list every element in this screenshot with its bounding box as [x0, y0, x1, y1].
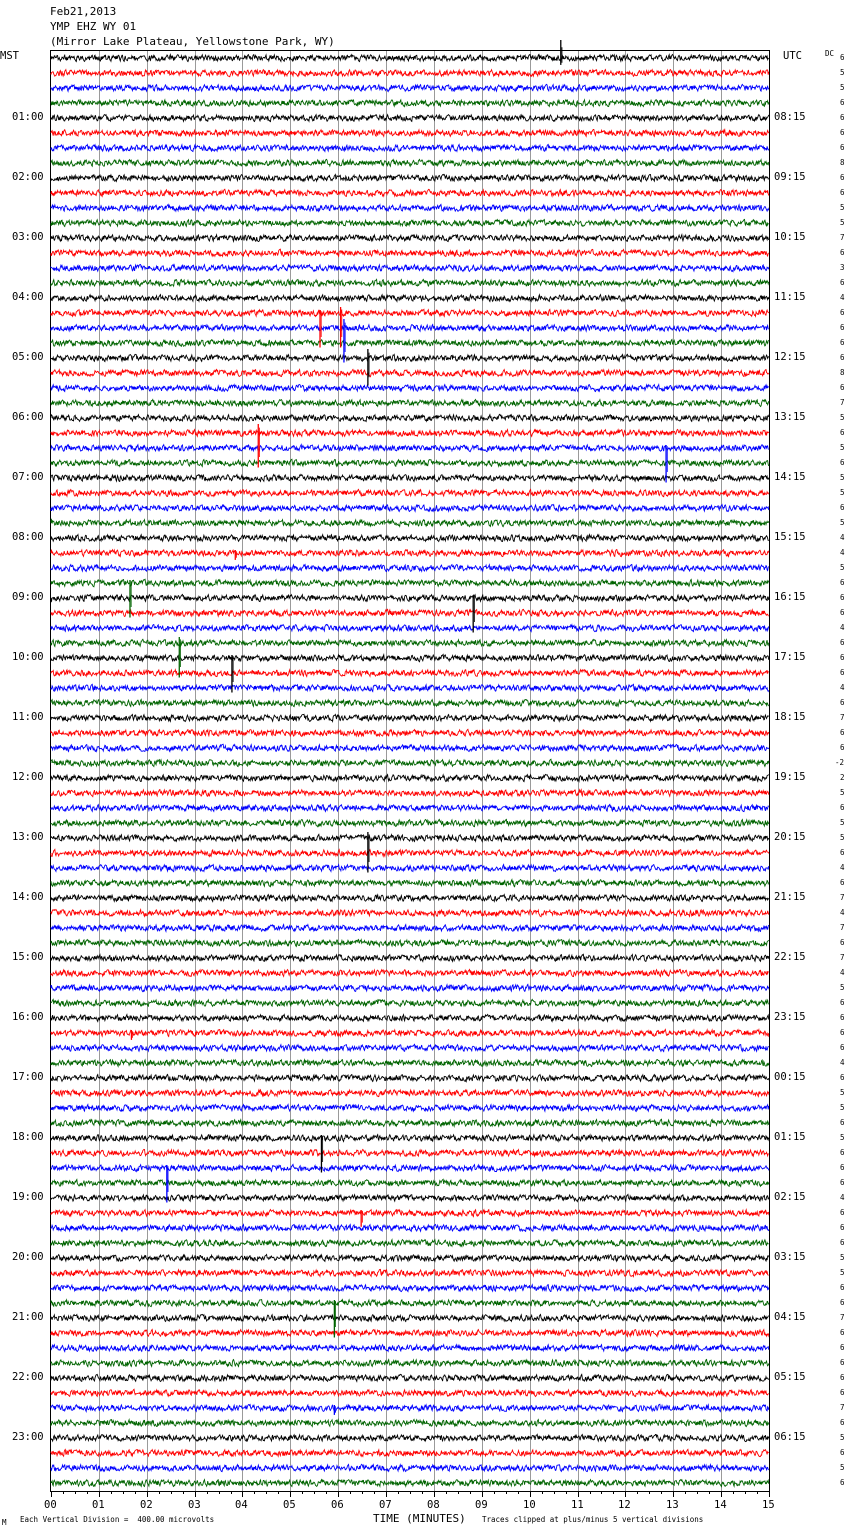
- dc-offset-value: 5: [840, 518, 845, 527]
- dc-offset-value: 6: [840, 1223, 845, 1232]
- dc-offset-value: 6: [840, 113, 845, 122]
- dc-offset-value: 4: [840, 623, 845, 632]
- trace-row-31: [51, 519, 769, 526]
- mst-hour-label: 17:00: [12, 1071, 44, 1083]
- x-tick-label: 06: [331, 1499, 344, 1511]
- trace-row-1: [51, 70, 769, 77]
- utc-hour-label: 13:15: [774, 411, 806, 423]
- trace-row-44: [51, 714, 769, 721]
- trace-row-86: [51, 1345, 769, 1352]
- trace-row-79: [51, 1240, 769, 1247]
- dc-offset-value: 6: [840, 1388, 845, 1397]
- dc-offset-value: 5: [840, 563, 845, 572]
- dc-offset-value: 6: [840, 383, 845, 392]
- utc-hour-label: 15:15: [774, 531, 806, 543]
- dc-offset-value: 6: [840, 1478, 845, 1487]
- dc-offset-value: 6: [840, 503, 845, 512]
- dc-offset-value: 6: [840, 638, 845, 647]
- mst-hour-label: 09:00: [12, 591, 44, 603]
- trace-row-46: [51, 744, 769, 751]
- dc-offset-value: 6: [840, 743, 845, 752]
- dc-offset-value: 4: [840, 863, 845, 872]
- trace-row-0: [51, 54, 769, 61]
- trace-row-92: [51, 1434, 769, 1441]
- dc-offset-value: 7: [840, 893, 845, 902]
- dc-offset-value: 6: [840, 1208, 845, 1217]
- dc-offset-value: 6: [840, 803, 845, 812]
- mst-hour-label: 13:00: [12, 831, 44, 843]
- trace-row-93: [51, 1449, 769, 1456]
- dc-offset-value: 6: [840, 1298, 845, 1307]
- dc-offset-value: 5: [840, 473, 845, 482]
- dc-offset-value: 5: [840, 413, 845, 422]
- trace-row-51: [51, 819, 769, 826]
- dc-offset-value: 6: [840, 848, 845, 857]
- trace-row-12: [51, 235, 769, 242]
- mst-hour-label: 22:00: [12, 1371, 44, 1383]
- trace-row-73: [51, 1149, 769, 1156]
- trace-row-87: [51, 1360, 769, 1367]
- mst-hour-label: 05:00: [12, 351, 44, 363]
- trace-row-53: [51, 849, 769, 856]
- trace-row-55: [51, 879, 769, 886]
- trace-row-81: [51, 1269, 769, 1276]
- trace-row-38: [51, 624, 769, 631]
- trace-row-62: [51, 984, 769, 991]
- mst-hour-label: 02:00: [12, 171, 44, 183]
- trace-row-39: [51, 639, 769, 646]
- trace-row-36: [51, 594, 769, 601]
- dc-offset-value: 6: [840, 1043, 845, 1052]
- dc-offset-value: 4: [840, 1193, 845, 1202]
- utc-hour-label: 06:15: [774, 1431, 806, 1443]
- utc-hour-label: 21:15: [774, 891, 806, 903]
- dc-offset-value: 5: [840, 68, 845, 77]
- dc-offset-value: 6: [840, 1013, 845, 1022]
- mst-hour-label: 07:00: [12, 471, 44, 483]
- dc-offset-value: 6: [840, 1238, 845, 1247]
- trace-row-82: [51, 1285, 769, 1292]
- dc-offset-value: 4: [840, 293, 845, 302]
- trace-row-58: [51, 925, 769, 932]
- dc-offset-value: 7: [840, 1313, 845, 1322]
- trace-row-9: [51, 189, 769, 196]
- dc-offset-value: 6: [840, 1343, 845, 1352]
- trace-row-32: [51, 535, 769, 542]
- trace-row-11: [51, 219, 769, 226]
- dc-offset-value: 7: [840, 233, 845, 242]
- trace-row-7: [51, 159, 769, 166]
- x-tick-label: 10: [523, 1499, 536, 1511]
- utc-hour-label: 01:15: [774, 1131, 806, 1143]
- dc-offset-value: 6: [840, 878, 845, 887]
- trace-row-95: [51, 1480, 769, 1487]
- dc-offset-value: 4: [840, 908, 845, 917]
- trace-row-8: [51, 174, 769, 181]
- dc-offset-value: 5: [840, 788, 845, 797]
- utc-hour-label: 05:15: [774, 1371, 806, 1383]
- trace-row-84: [51, 1314, 769, 1321]
- x-tick-label: 01: [92, 1499, 105, 1511]
- dc-offset-value: 6: [840, 188, 845, 197]
- trace-row-28: [51, 474, 769, 481]
- x-tick-label: 15: [762, 1499, 775, 1511]
- dc-offset-value: 6: [840, 1418, 845, 1427]
- trace-row-63: [51, 999, 769, 1006]
- mst-hour-label: 03:00: [12, 231, 44, 243]
- trace-row-47: [51, 759, 769, 766]
- dc-offset-value: 8: [840, 368, 845, 377]
- utc-hour-label: 03:15: [774, 1251, 806, 1263]
- mst-hour-label: 16:00: [12, 1011, 44, 1023]
- dc-offset-value: 5: [840, 443, 845, 452]
- trace-row-77: [51, 1210, 769, 1217]
- mst-hour-label: 08:00: [12, 531, 44, 543]
- dc-offset-value: 7: [840, 398, 845, 407]
- dc-offset-value: 6: [840, 338, 845, 347]
- trace-row-90: [51, 1404, 769, 1411]
- trace-row-41: [51, 670, 769, 677]
- dc-offset-value: 4: [840, 533, 845, 542]
- dc-offset-value: 6: [840, 1358, 845, 1367]
- clip-note: Traces clipped at plus/minus 5 vertical divisions: [482, 1515, 704, 1524]
- trace-lines: [51, 54, 769, 1486]
- dc-offset-value: 6: [840, 1148, 845, 1157]
- trace-row-24: [51, 414, 769, 421]
- x-tick-label: 08: [427, 1499, 440, 1511]
- dc-offset-value: 3: [840, 263, 845, 272]
- dc-offset-value: 6: [840, 1118, 845, 1127]
- dc-offset-value: 5: [840, 488, 845, 497]
- dc-offset-value: 6: [840, 458, 845, 467]
- x-tick-label: 02: [140, 1499, 153, 1511]
- x-axis-title: TIME (MINUTES): [373, 1512, 466, 1525]
- dc-offset-value: 5: [840, 1463, 845, 1472]
- dc-offset-value: 6: [840, 173, 845, 182]
- dc-label: DC: [825, 49, 835, 58]
- dc-offset-value: 6: [840, 1373, 845, 1382]
- trace-row-27: [51, 459, 769, 466]
- dc-offset-value: 6: [840, 668, 845, 677]
- trace-row-15: [51, 279, 769, 286]
- trace-row-64: [51, 1014, 769, 1021]
- trace-row-23: [51, 400, 769, 407]
- x-tick-label: 14: [714, 1499, 727, 1511]
- dc-offset-value: 6: [840, 1028, 845, 1037]
- x-tick-label: 07: [379, 1499, 392, 1511]
- dc-offset-value: 5: [840, 218, 845, 227]
- x-tick-label: 13: [666, 1499, 679, 1511]
- trace-row-67: [51, 1059, 769, 1066]
- trace-row-78: [51, 1224, 769, 1231]
- dc-offset-value: 4: [840, 683, 845, 692]
- trace-row-17: [51, 309, 769, 316]
- x-axis-ticks: [52, 1491, 770, 1497]
- scale-note: Each Vertical Division = 400.00 microvolts: [20, 1515, 215, 1524]
- trace-row-94: [51, 1464, 769, 1471]
- dc-offset-value: 7: [840, 713, 845, 722]
- trace-row-6: [51, 144, 769, 151]
- utc-hour-label: 08:15: [774, 111, 806, 123]
- dc-offset-value: 6: [840, 1448, 845, 1457]
- dc-offset-value: 5: [840, 983, 845, 992]
- dc-offset-value: 6: [840, 323, 845, 332]
- event-spikes: [130, 40, 667, 1415]
- mst-hour-label: 20:00: [12, 1251, 44, 1263]
- dc-offset-value: 6: [840, 308, 845, 317]
- utc-hour-label: 09:15: [774, 171, 806, 183]
- dc-offset-value: 6: [840, 428, 845, 437]
- dc-offset-value: 5: [840, 1433, 845, 1442]
- dc-offset-value: 6: [840, 608, 845, 617]
- dc-offset-value: 5: [840, 1088, 845, 1097]
- x-tick-label: 05: [283, 1499, 296, 1511]
- dc-offset-value: 5: [840, 1133, 845, 1142]
- trace-row-33: [51, 550, 769, 557]
- utc-hour-label: 12:15: [774, 351, 806, 363]
- dc-offset-value: 6: [840, 1328, 845, 1337]
- utc-hour-label: 18:15: [774, 711, 806, 723]
- dc-offset-value: 6: [840, 728, 845, 737]
- trace-row-57: [51, 909, 769, 916]
- utc-hour-label: 16:15: [774, 591, 806, 603]
- dc-offset-value: 6: [840, 1178, 845, 1187]
- trace-row-34: [51, 564, 769, 571]
- trace-row-13: [51, 249, 769, 256]
- dc-offset-value: 5: [840, 83, 845, 92]
- trace-row-56: [51, 895, 769, 902]
- trace-row-3: [51, 100, 769, 107]
- mst-hour-label: 19:00: [12, 1191, 44, 1203]
- trace-row-88: [51, 1374, 769, 1381]
- dc-offset-value: 6: [840, 593, 845, 602]
- trace-row-26: [51, 445, 769, 452]
- trace-row-42: [51, 684, 769, 691]
- dc-offset-value: 2: [840, 773, 845, 782]
- trace-row-48: [51, 774, 769, 781]
- dc-offset-value: 5: [840, 1253, 845, 1262]
- mst-hour-label: 14:00: [12, 891, 44, 903]
- left-axis-label: MST: [0, 50, 19, 62]
- dc-offset-value: 6: [840, 938, 845, 947]
- trace-row-91: [51, 1419, 769, 1426]
- dc-offset-value: 5: [840, 1103, 845, 1112]
- trace-row-83: [51, 1300, 769, 1307]
- trace-row-10: [51, 204, 769, 211]
- trace-row-37: [51, 609, 769, 616]
- dc-offset-value: 5: [840, 203, 845, 212]
- utc-hour-label: 00:15: [774, 1071, 806, 1083]
- right-axis-label: UTC: [783, 50, 802, 62]
- trace-row-65: [51, 1029, 769, 1036]
- x-tick-label: 00: [44, 1499, 57, 1511]
- trace-row-89: [51, 1389, 769, 1396]
- utc-hour-label: 11:15: [774, 291, 806, 303]
- mst-hour-label: 10:00: [12, 651, 44, 663]
- mst-hour-label: 18:00: [12, 1131, 44, 1143]
- trace-row-75: [51, 1179, 769, 1186]
- trace-row-45: [51, 729, 769, 736]
- dc-offset-value: 6: [840, 1163, 845, 1172]
- mst-hour-label: 04:00: [12, 291, 44, 303]
- mst-hour-label: 15:00: [12, 951, 44, 963]
- trace-row-35: [51, 579, 769, 587]
- mst-hour-label: 12:00: [12, 771, 44, 783]
- trace-row-61: [51, 969, 769, 976]
- trace-row-40: [51, 654, 769, 661]
- corner-mark: M: [2, 1518, 7, 1527]
- dc-offset-value: 6: [840, 128, 845, 137]
- trace-row-4: [51, 115, 769, 122]
- dc-offset-value: 6: [840, 353, 845, 362]
- trace-row-74: [51, 1164, 769, 1171]
- trace-row-68: [51, 1074, 769, 1081]
- trace-row-49: [51, 789, 769, 796]
- trace-row-72: [51, 1134, 769, 1141]
- x-tick-label: 09: [475, 1499, 488, 1511]
- trace-row-18: [51, 324, 769, 331]
- dc-offset-value: 7: [840, 953, 845, 962]
- x-tick-label: 11: [571, 1499, 584, 1511]
- mst-hour-label: 11:00: [12, 711, 44, 723]
- trace-row-43: [51, 699, 769, 706]
- utc-hour-label: 23:15: [774, 1011, 806, 1023]
- dc-offset-value: 4: [840, 1058, 845, 1067]
- dc-offset-value: 7: [840, 923, 845, 932]
- dc-offset-value: 5: [840, 833, 845, 842]
- trace-row-21: [51, 369, 769, 376]
- utc-hour-label: 10:15: [774, 231, 806, 243]
- utc-hour-label: 19:15: [774, 771, 806, 783]
- trace-row-30: [51, 505, 769, 512]
- utc-hour-label: 04:15: [774, 1311, 806, 1323]
- mst-hour-label: 21:00: [12, 1311, 44, 1323]
- dc-offset-value: 6: [840, 98, 845, 107]
- header-location: (Mirror Lake Plateau, Yellowstone Park, WY): [50, 35, 335, 48]
- mst-hour-label: 23:00: [12, 1431, 44, 1443]
- trace-row-22: [51, 385, 769, 392]
- trace-row-85: [51, 1330, 769, 1337]
- dc-offset-value: 6: [840, 653, 845, 662]
- dc-offset-value: 6: [840, 1073, 845, 1082]
- trace-row-59: [51, 940, 769, 947]
- dc-offset-value: 5: [840, 818, 845, 827]
- dc-offset-value: 6: [840, 698, 845, 707]
- utc-hour-label: 20:15: [774, 831, 806, 843]
- dc-offset-value: 5: [840, 1268, 845, 1277]
- x-tick-label: 03: [188, 1499, 201, 1511]
- dc-offset-value: 6: [840, 998, 845, 1007]
- dc-offset-value: -2: [835, 758, 845, 767]
- mst-hour-label: 06:00: [12, 411, 44, 423]
- dc-offset-value: 6: [840, 248, 845, 257]
- trace-row-14: [51, 264, 769, 271]
- trace-row-2: [51, 84, 769, 91]
- trace-row-70: [51, 1104, 769, 1111]
- trace-row-16: [51, 295, 769, 302]
- trace-row-50: [51, 804, 769, 811]
- header-date: Feb21,2013: [50, 5, 117, 18]
- trace-row-25: [51, 429, 769, 436]
- trace-row-76: [51, 1194, 769, 1201]
- trace-row-69: [51, 1089, 769, 1096]
- x-tick-label: 04: [235, 1499, 248, 1511]
- dc-offset-value: 4: [840, 548, 845, 557]
- x-tick-label: 12: [618, 1499, 631, 1511]
- trace-row-19: [51, 340, 769, 347]
- trace-row-54: [51, 865, 769, 872]
- trace-row-60: [51, 954, 769, 961]
- utc-hour-label: 22:15: [774, 951, 806, 963]
- trace-row-5: [51, 129, 769, 136]
- mst-hour-label: 01:00: [12, 111, 44, 123]
- dc-offset-value: 6: [840, 53, 845, 62]
- dc-offset-value: 6: [840, 143, 845, 152]
- trace-row-29: [51, 489, 769, 496]
- dc-offset-value: 7: [840, 1403, 845, 1412]
- utc-hour-label: 17:15: [774, 651, 806, 663]
- utc-hour-label: 02:15: [774, 1191, 806, 1203]
- trace-row-80: [51, 1254, 769, 1261]
- header-station: YMP EHZ WY 01: [50, 20, 137, 33]
- utc-hour-label: 14:15: [774, 471, 806, 483]
- dc-offset-value: 6: [840, 278, 845, 287]
- trace-row-66: [51, 1044, 769, 1051]
- trace-row-71: [51, 1119, 769, 1126]
- dc-offset-value: 4: [840, 968, 845, 977]
- dc-offset-value: 6: [840, 1283, 845, 1292]
- trace-row-20: [51, 354, 769, 361]
- trace-row-52: [51, 834, 769, 841]
- dc-offset-value: 6: [840, 578, 845, 587]
- dc-offset-value: 8: [840, 158, 845, 167]
